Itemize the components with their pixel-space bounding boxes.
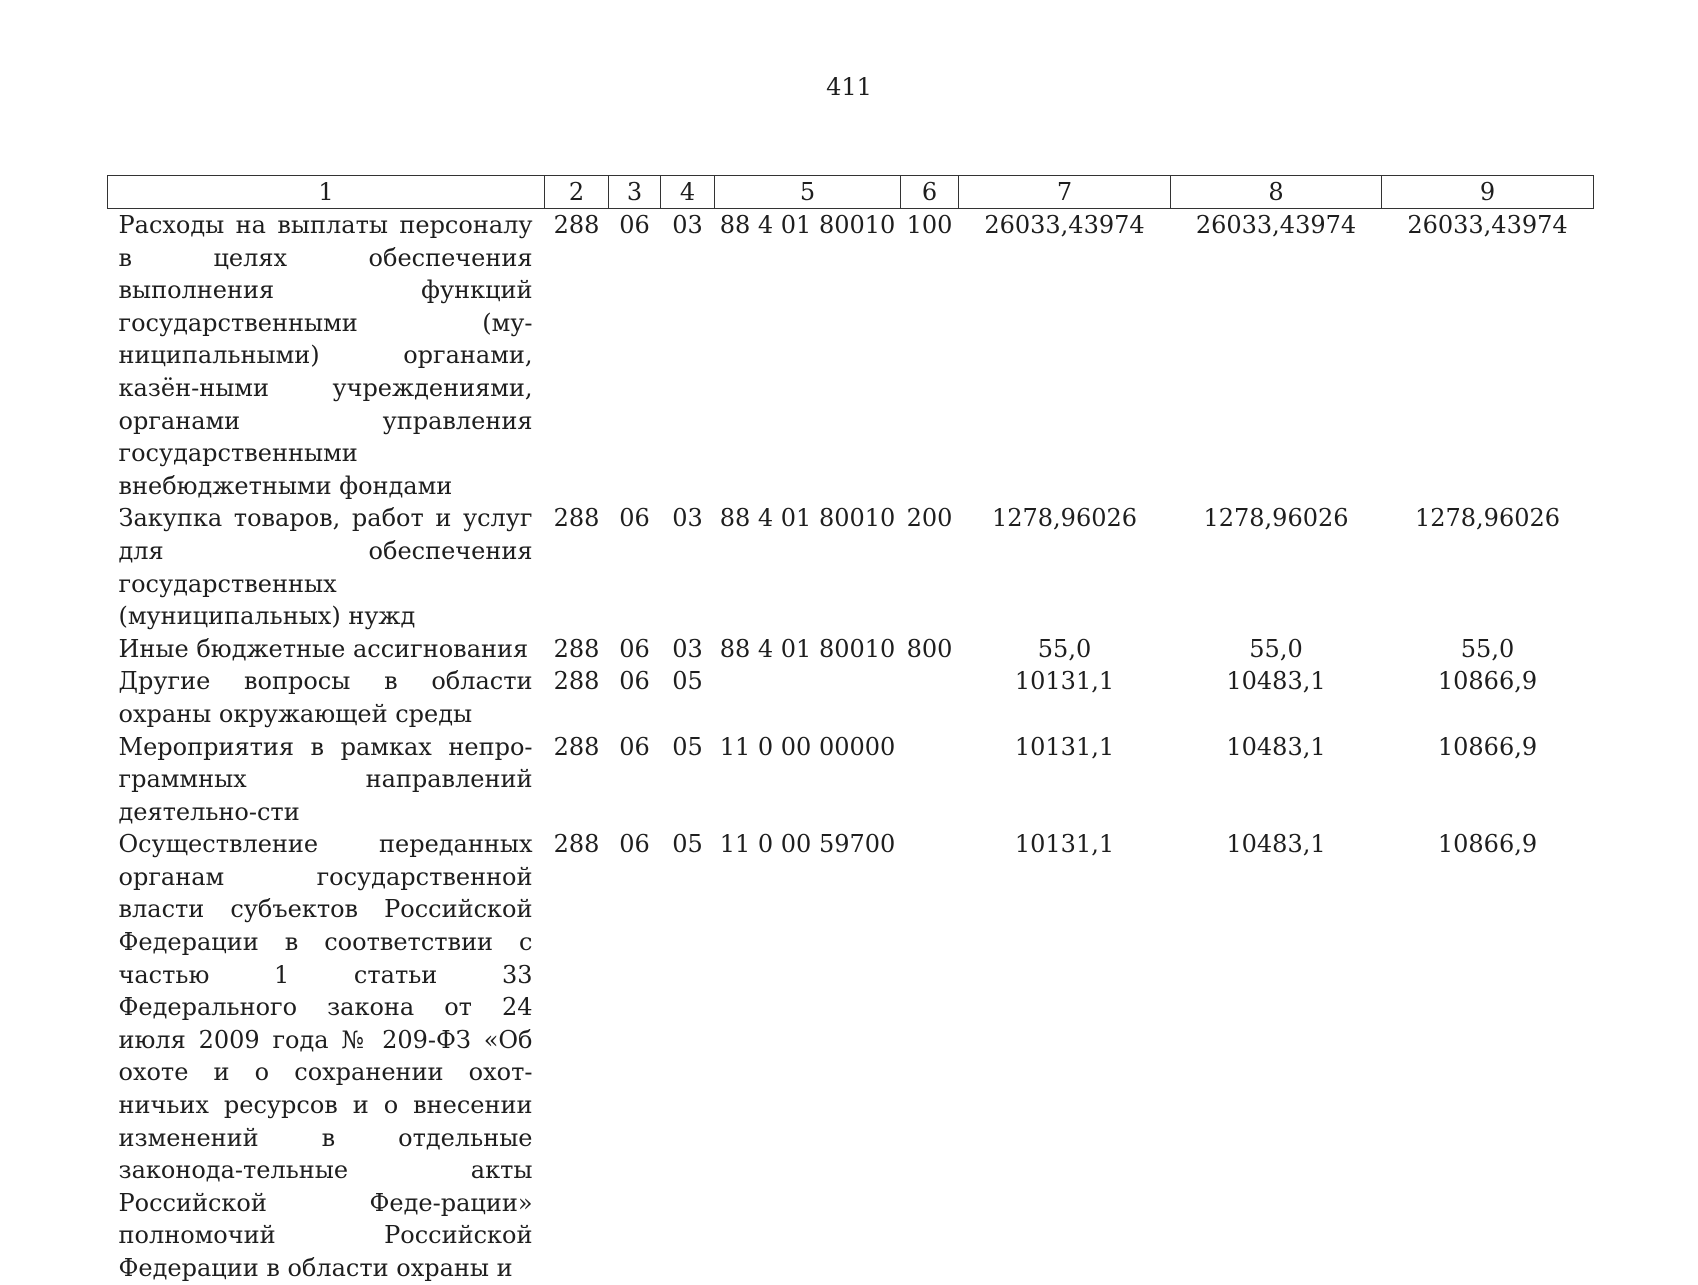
cell-c4: 05 — [672, 667, 703, 696]
cell-c2: 288 — [553, 732, 600, 761]
cell-c7: 1278,96026 — [991, 504, 1138, 533]
header-cell: 2 — [545, 176, 609, 209]
cell-c4: 03 — [672, 504, 703, 533]
header-cell: 3 — [609, 176, 661, 209]
row-name: Мероприятия в рамках непро-граммных направлений деятельно-сти — [118, 732, 533, 826]
cell-c3: 06 — [619, 830, 650, 859]
cell-c8: 55,0 — [1249, 634, 1303, 663]
cell-c4: 05 — [672, 732, 703, 761]
cell-c9: 26033,43974 — [1407, 211, 1568, 239]
cell-c2: 288 — [553, 830, 600, 859]
cell-c3: 06 — [619, 634, 650, 663]
cell-c3: 06 — [619, 667, 650, 696]
cell-c9: 55,0 — [1460, 634, 1515, 663]
cell-c3: 06 — [619, 211, 650, 239]
budget-table — [107, 175, 1594, 1285]
header-cell: 4 — [661, 176, 715, 209]
cell-c7: 55,0 — [1037, 634, 1092, 663]
cell-c2: 288 — [553, 634, 600, 663]
row-name: Другие вопросы в области охраны окружающей среды — [118, 667, 533, 728]
cell-c7: 10131,1 — [1014, 830, 1115, 859]
cell-c9: 10866,9 — [1437, 732, 1538, 761]
cell-c2: 288 — [553, 667, 600, 696]
cell-c8: 10483,1 — [1226, 732, 1326, 761]
cell-c4: 03 — [672, 634, 703, 663]
cell-c5: 88 4 01 80010 — [719, 211, 896, 239]
cell-c8: 26033,43974 — [1195, 211, 1357, 239]
cell-c8: 10483,1 — [1226, 667, 1326, 696]
row-name: Осуществление переданных органам государственной власти субъектов Российской Федерации в соответствии с частью 1 статьи 33 Федерального закона от 24 июля 2009 года № 209-ФЗ «Об охоте и о сохранении охот-ничьих ресурсов и о внесении изменений в отдельные законода-тельные акты Российской Феде-рации» полномочий Российской Федерации в области охраны и — [118, 830, 533, 1282]
cell-c2: 288 — [553, 504, 600, 533]
table-row — [108, 209, 1594, 503]
header-cell: 8 — [1171, 176, 1382, 209]
cell-c8: 10483,1 — [1226, 830, 1326, 859]
cell-c3: 06 — [619, 732, 650, 761]
cell-c5: 11 0 00 59700 — [719, 830, 896, 859]
cell-c6 — [901, 731, 959, 829]
cell-c4: 05 — [672, 830, 703, 859]
cell-c6 — [901, 665, 959, 730]
cell-c5: 11 0 00 00000 — [719, 732, 896, 761]
cell-c7: 10131,1 — [1014, 667, 1115, 696]
cell-c6: 800 — [906, 634, 953, 663]
table-row — [108, 633, 1594, 666]
cell-c5: 88 4 01 80010 — [719, 504, 896, 533]
cell-c9: 1278,96026 — [1414, 504, 1561, 533]
row-name: Иные бюджетные ассигнования — [118, 634, 529, 663]
header-cell: 5 — [715, 176, 901, 209]
header-cell: 7 — [959, 176, 1171, 209]
cell-c6 — [901, 828, 959, 1284]
table-row — [108, 502, 1594, 632]
cell-c6: 100 — [906, 211, 953, 239]
cell-c9: 10866,9 — [1437, 667, 1538, 696]
cell-c8: 1278,96026 — [1203, 504, 1349, 533]
header-cell: 9 — [1382, 176, 1594, 209]
header-cell: 6 — [901, 176, 959, 209]
cell-c6: 200 — [906, 504, 953, 533]
header-row — [108, 176, 1594, 209]
cell-c5: 88 4 01 80010 — [719, 634, 896, 663]
page-number: 411 — [826, 73, 872, 101]
row-name: Расходы на выплаты персоналу в целях обеспечения выполнения функций государственными (му-ниципальными) органами, казён-ными учреждениями, органами управления государственными внебюджетными фондами — [118, 211, 533, 500]
cell-c4: 03 — [672, 211, 703, 239]
header-cell: 1 — [108, 176, 545, 209]
cell-c9: 10866,9 — [1437, 830, 1538, 859]
table-row — [108, 731, 1594, 829]
cell-c2: 288 — [553, 211, 600, 239]
cell-c7: 10131,1 — [1014, 732, 1115, 761]
table-row — [108, 828, 1594, 1284]
table-row — [108, 665, 1594, 730]
cell-c5 — [715, 665, 901, 730]
cell-c7: 26033,43974 — [984, 211, 1145, 239]
row-name: Закупка товаров, работ и услуг для обеспечения государственных (муниципальных) нужд — [118, 504, 533, 631]
cell-c3: 06 — [619, 504, 650, 533]
